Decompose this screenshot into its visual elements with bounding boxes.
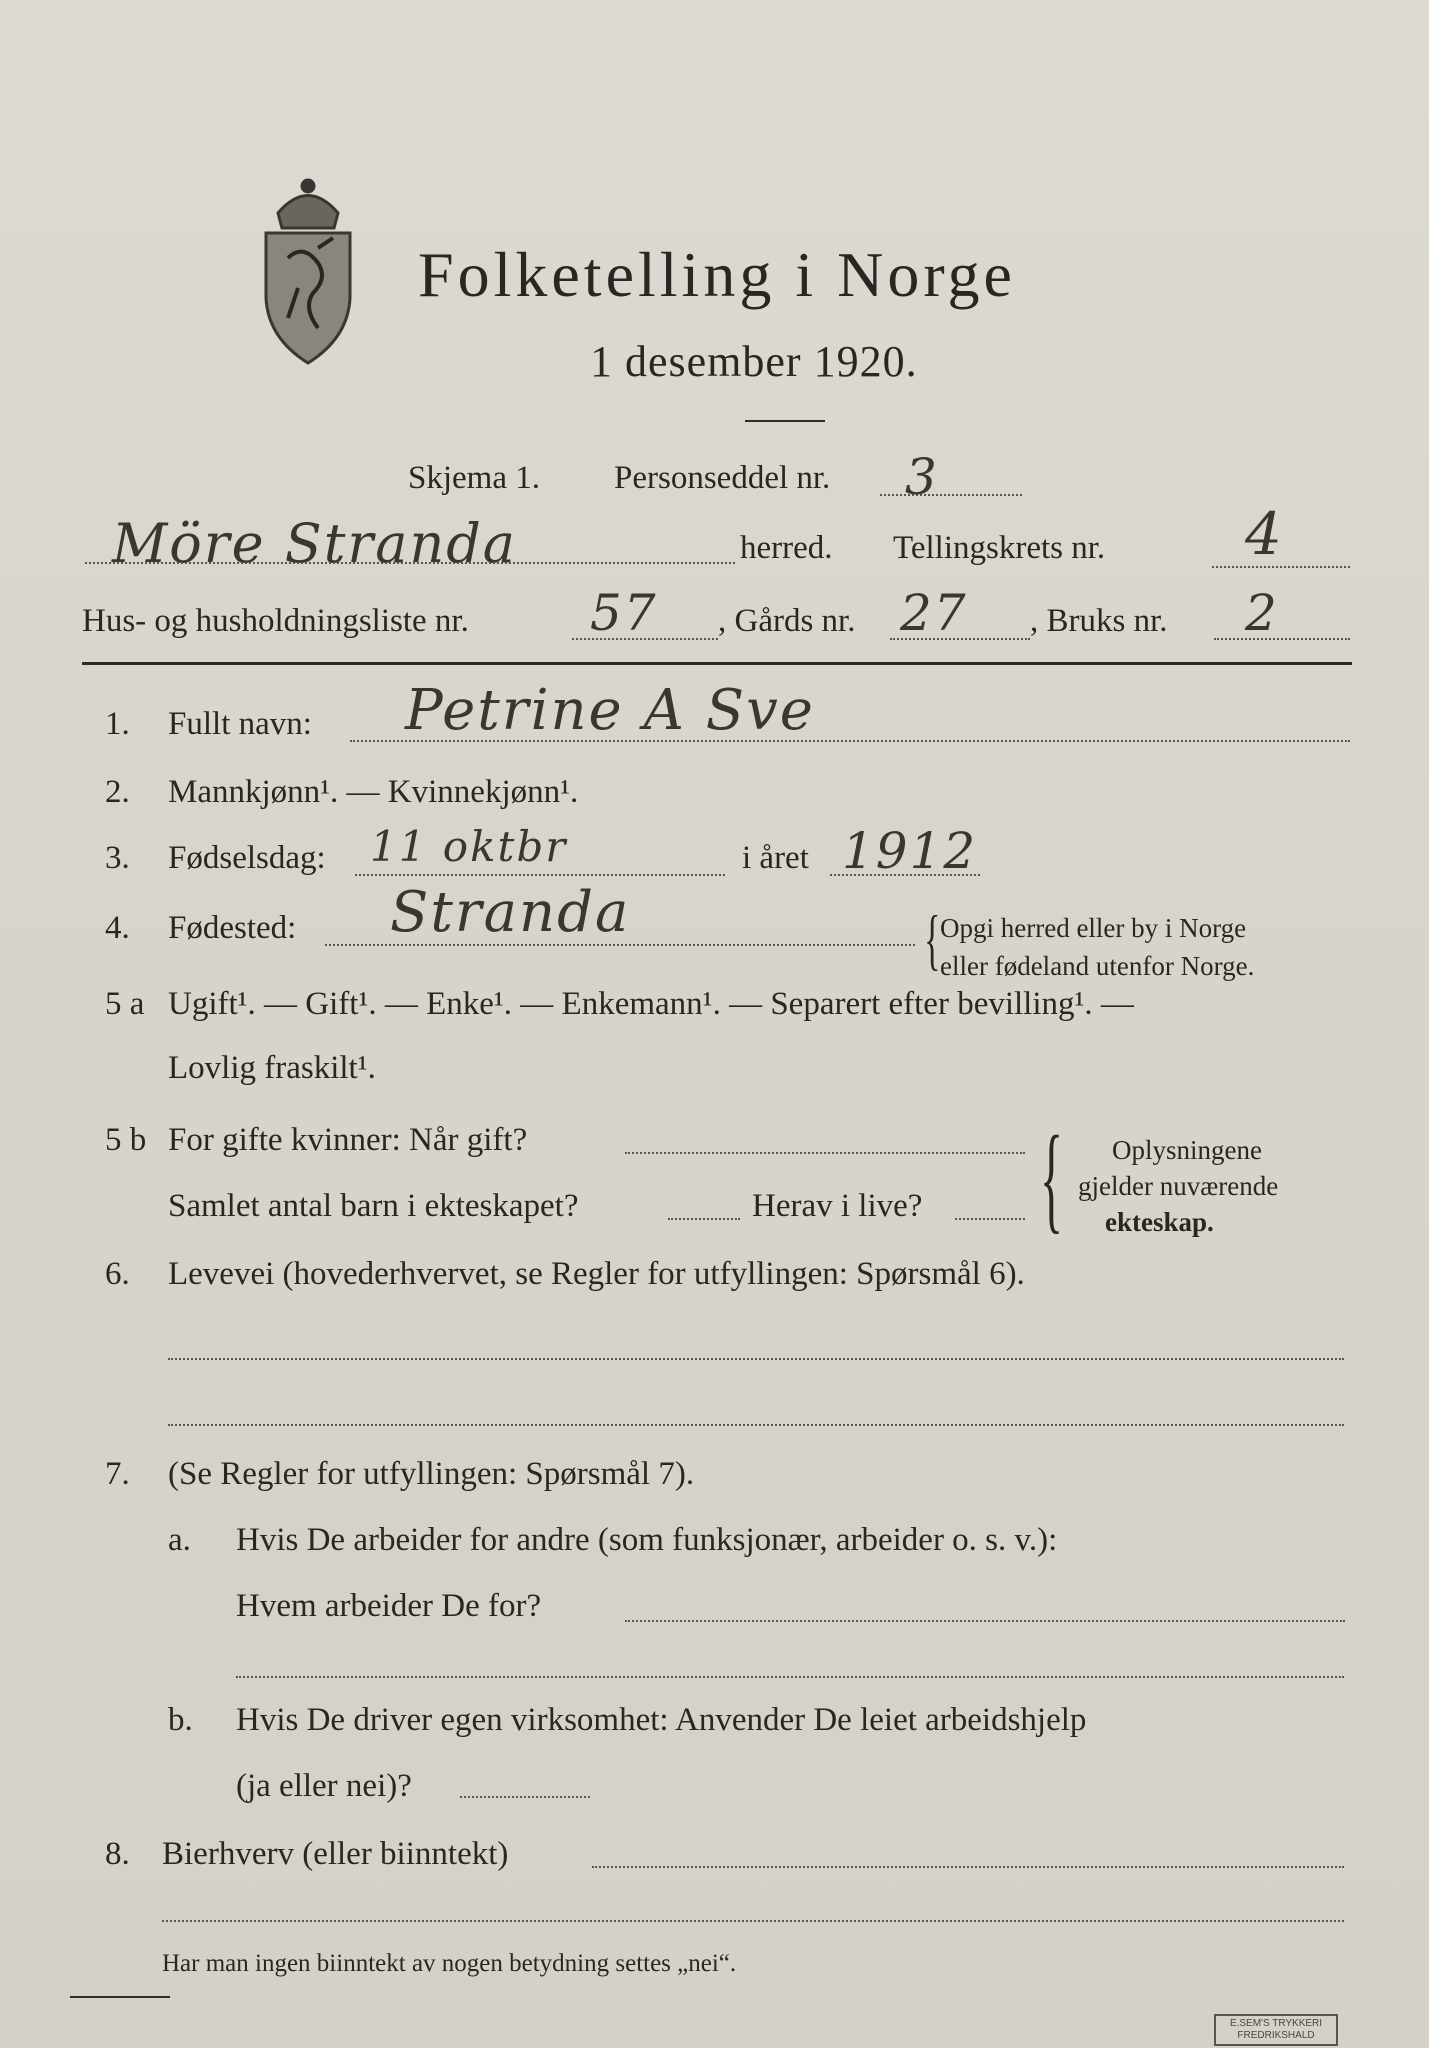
q6-number: 6. — [105, 1256, 130, 1292]
q4-value: Stranda — [390, 880, 631, 945]
title-divider — [745, 420, 825, 422]
footer-note: Har man ingen biinntekt av nogen betydning settes „nei“. — [162, 1950, 737, 1977]
tellingskrets-label: Tellingskrets nr. — [893, 530, 1106, 566]
herred-value: Möre Stranda — [112, 512, 517, 575]
q3-line — [355, 874, 725, 876]
q5b-children-label: Samlet antal barn i ekteskapet? — [168, 1188, 579, 1224]
schema-label: Skjema 1. — [408, 460, 540, 496]
q5b-alive-line — [955, 1218, 1025, 1220]
q2-number: 2. — [105, 774, 130, 810]
q5b-note-line-2: gjelder nuværende — [1078, 1171, 1279, 1201]
q6-label: Levevei (hovederhvervet, se Regler for utfyllingen: Spørsmål 6). — [168, 1256, 1025, 1292]
herred-label: herred. — [740, 530, 833, 566]
q1-value: Petrine A Sve — [405, 678, 815, 743]
q7-label: (Se Regler for utfyllingen: Spørsmål 7). — [168, 1456, 695, 1492]
printer-stamp: E.SEM'S TRYKKERI FREDRIKSHALD — [1214, 2014, 1338, 2046]
q1-label: Fullt navn: — [168, 706, 312, 742]
q8-line — [592, 1866, 1344, 1868]
q4-note-line-1: Opgi herred eller by i Norge — [940, 913, 1247, 943]
q6-line-2 — [168, 1424, 1344, 1426]
herred-line — [85, 562, 735, 564]
q5b-label: For gifte kvinner: Når gift? — [168, 1122, 528, 1158]
q7-number: 7. — [105, 1456, 130, 1492]
q3-year-label: i året — [742, 840, 809, 876]
q5b-note-line-3: ekteskap. — [1105, 1207, 1214, 1237]
q5b-brace: { — [1040, 1111, 1064, 1244]
gards-label: , Gårds nr. — [718, 603, 856, 639]
q8-number: 8. — [105, 1836, 130, 1872]
footer-rule — [70, 1996, 170, 1998]
q4-note-line-2: eller fødeland utenfor Norge. — [940, 951, 1255, 981]
q7a-employer-line — [625, 1620, 1345, 1622]
q7b-letter: b. — [168, 1702, 193, 1738]
q5b-alive-label: Herav i live? — [752, 1188, 923, 1224]
q8-label: Bierhverv (eller biinntekt) — [162, 1836, 509, 1872]
hus-label: Hus- og husholdningsliste nr. — [82, 603, 469, 639]
q2-label: Mannkjønn¹. — Kvinnekjønn¹. — [168, 774, 579, 810]
bruks-label: , Bruks nr. — [1030, 603, 1168, 639]
q7b-yes-no-label: (ja eller nei)? — [236, 1768, 412, 1804]
bruks-value: 2 — [1245, 584, 1279, 642]
q1-number: 1. — [105, 706, 130, 742]
q4-number: 4. — [105, 910, 130, 946]
hus-value: 57 — [590, 584, 658, 642]
q5a-number: 5 a — [105, 986, 145, 1022]
q6-line-1 — [168, 1358, 1344, 1360]
q3-label: Fødselsdag: — [168, 840, 326, 876]
q8-extra-line — [162, 1920, 1344, 1922]
q5b-number: 5 b — [105, 1122, 147, 1158]
q4-label: Fødested: — [168, 910, 297, 946]
bruks-line — [1214, 638, 1350, 640]
q5b-children-line — [668, 1218, 740, 1220]
q5a-label-continued: Lovlig fraskilt¹. — [168, 1050, 376, 1086]
norwegian-coat-of-arms-icon — [248, 168, 368, 368]
q4-brace: { — [924, 901, 941, 977]
header-divider — [82, 662, 1352, 665]
q3-number: 3. — [105, 840, 130, 876]
personseddel-value: 3 — [905, 448, 939, 506]
personseddel-line — [880, 494, 1022, 496]
tellingskrets-value: 4 — [1245, 500, 1284, 568]
q5a-label: Ugift¹. — Gift¹. — Enke¹. — Enkemann¹. — Separert efter bevilling¹. — — [168, 986, 1134, 1022]
q7a-label: Hvis De arbeider for andre (som funksjonær, arbeider o. s. v.): — [236, 1522, 1058, 1558]
personseddel-label: Personseddel nr. — [614, 460, 831, 496]
q3-year-value: 1912 — [842, 822, 978, 880]
q7a-extra-line — [236, 1676, 1344, 1678]
form-title: Folketelling i Norge — [418, 239, 1016, 310]
gards-value: 27 — [900, 584, 968, 642]
q7a-letter: a. — [168, 1522, 191, 1558]
q3-value: 11 oktbr — [370, 822, 568, 871]
census-date: 1 desember 1920. — [590, 337, 918, 386]
q7b-label: Hvis De driver egen virksomhet: Anvender De leiet arbeidshjelp — [236, 1702, 1087, 1738]
q7a-employer-label: Hvem arbeider De for? — [236, 1588, 542, 1624]
q7b-yes-no-line — [460, 1796, 590, 1798]
q5b-marriage-line — [625, 1152, 1025, 1154]
q5b-note-line-1: Oplysningene — [1112, 1135, 1262, 1165]
